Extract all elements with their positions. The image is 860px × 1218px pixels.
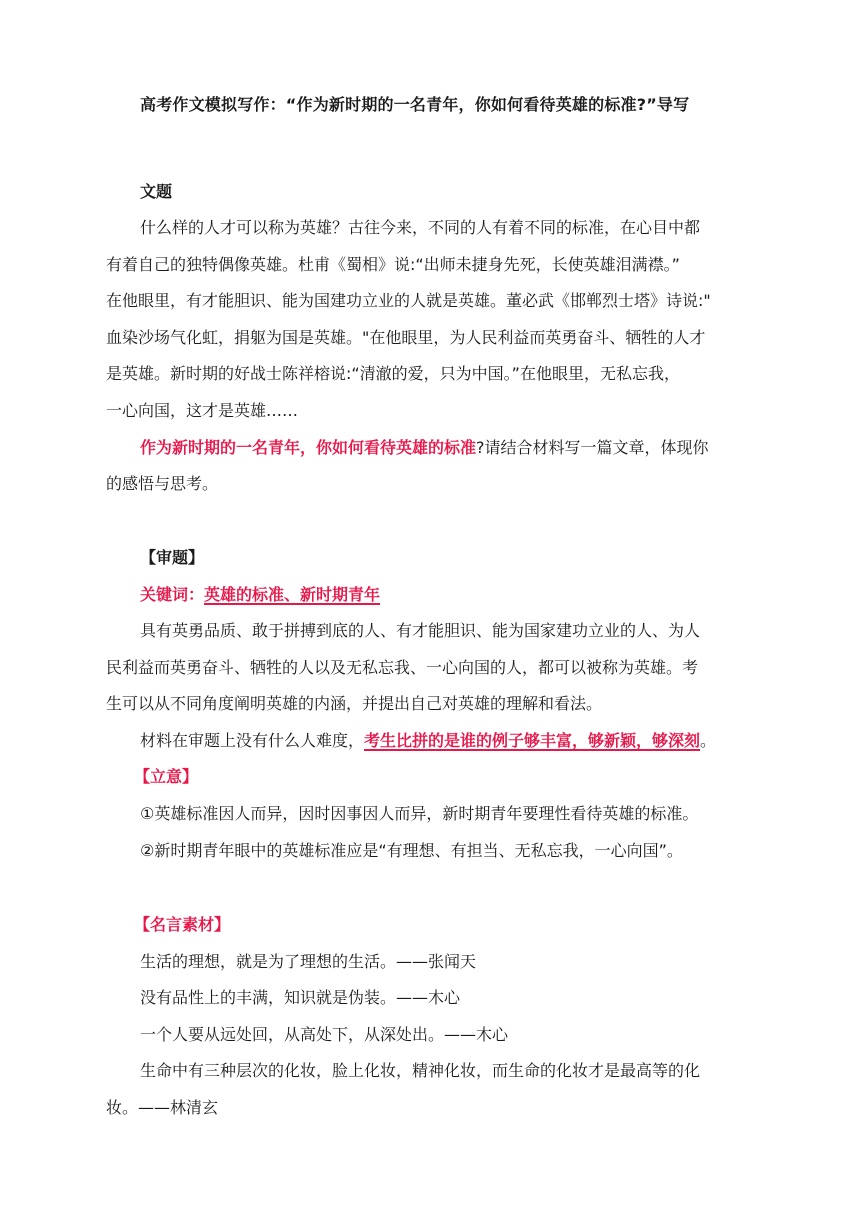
idea-item: ①英雄标准因人而异，因时因事因人而异，新时期青年要理性看待英雄的标准。 [140,804,699,823]
prompt-line: 一心向国，这才是英雄…… [106,401,299,420]
keywords-label: 关键词： [140,585,205,604]
document-title: 高考作文模拟写作：“作为新时期的一名青年，你如何看待英雄的标准?”导写 [140,95,690,114]
quote-item: 生活的理想，就是为了理想的生活。——张闻天 [140,952,477,971]
analysis-line: 具有英勇品质、敢于拼搏到底的人、有才能胆识、能为国家建功立业的人、为人 [140,621,701,640]
prompt-line: 是英雄。新时期的好战士陈祥榕说:“清澈的爱，只为中国。”在他眼里，无私忘我， [106,364,680,383]
quote-item: 生命中有三种层次的化妆，脸上化妆，精神化妆，而生命的化妆才是最高等的化 [140,1061,701,1080]
material-end: 。 [700,731,717,750]
task-highlight: 作为新时期的一名青年，你如何看待英雄的标准 [140,438,477,457]
analysis-line: 生可以从不同角度阐明英雄的内涵，并提出自己对英雄的理解和看法。 [106,694,603,713]
prompt-line: 什么样的人才可以称为英雄？古往今来，不同的人有着不同的标准，在心目中都 [140,218,701,237]
prompt-line: 在他眼里，有才能胆识、能为国建功立业的人就是英雄。董必武《邯郸烈士塔》诗说:" [106,291,711,310]
quotes-heading: 【名言素材】 [134,915,231,934]
material-line [140,730,716,752]
prompt-heading: 文题 [140,182,173,201]
idea-item: ②新时期青年眼中的英雄标准应是“有理想、有担当、无私忘我，一心向国”。 [140,841,683,860]
task-line-2: 的感悟与思考。 [106,474,219,493]
prompt-line: 有着自己的独特偶像英雄。杜甫《蜀相》说:“出师未捷身先死，长使英雄泪满襟。” [106,255,680,274]
idea-heading: 【立意】 [134,767,199,786]
prompt-line: 血染沙场气化虹，捐躯为国是英雄。"在他眼里，为人民利益而英勇奋斗、牺牲的人才 [106,328,706,347]
quote-item: 妆。——林清玄 [106,1098,219,1117]
task-rest: ?请结合材料写一篇文章，体现你 [476,438,709,457]
material-highlight: 考生比拼的是谁的例子够丰富，够新颖，够深刻 [364,731,701,750]
quote-item: 没有品性上的丰满，知识就是伪装。——木心 [140,988,461,1007]
task-line [140,437,709,459]
keywords-line [140,584,380,606]
material-plain: 材料在审题上没有什么人难度， [140,731,365,750]
keywords-value: 英雄的标准、新时期青年 [204,585,381,604]
quote-item: 一个人要从远处回，从高处下，从深处出。——木心 [140,1025,509,1044]
analysis-heading: 【审题】 [140,548,205,567]
analysis-line: 民利益而英勇奋斗、牺牲的人以及无私忘我、一心向国的人，都可以被称为英雄。考 [106,658,699,677]
